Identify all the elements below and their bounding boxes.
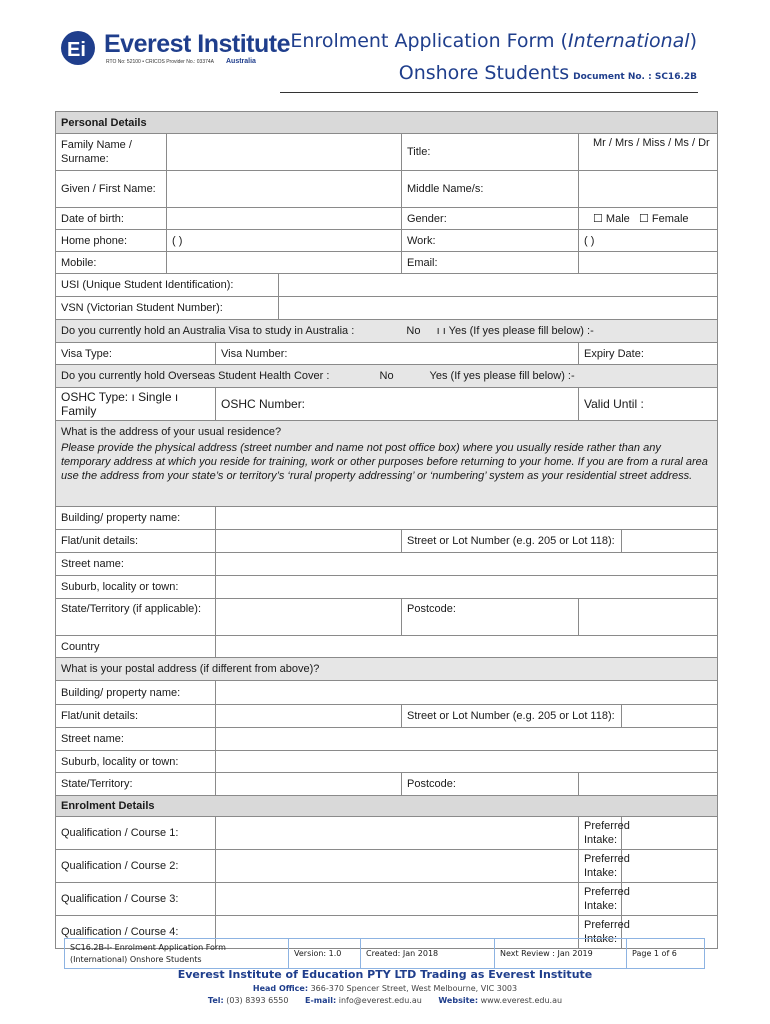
postal-street-lot-input[interactable] — [622, 705, 718, 728]
vsn-input[interactable] — [279, 297, 718, 320]
visa-number-field[interactable]: Visa Number: — [216, 343, 579, 365]
footer-tel: (03) 8393 6550 — [226, 996, 289, 1005]
postal-building-label: Building/ property name: — [56, 681, 216, 705]
address-instructions-block — [56, 421, 718, 507]
svg-text:Ei: Ei — [67, 39, 86, 61]
gender-male-checkbox[interactable]: ☐ Male — [593, 212, 630, 225]
vsn-label: VSN (Victorian Student Number): — [56, 297, 279, 320]
intake-2-label: Preferred Intake: — [579, 850, 622, 883]
everest-logo-icon — [60, 28, 100, 68]
course-1-input[interactable] — [216, 817, 579, 850]
address-instructions: Please provide the physical address (street number and name not post office box) where you usually reside rather than any temporary address at which you reside for training, work or other purposes before returning to your home. If you are from a rural area use the address from your state’s or territory’s ‘rural property addressing’ or ‘numbering’ system as your residential street address. — [61, 442, 708, 482]
res-street-input[interactable] — [216, 553, 718, 576]
logo-country: Australia — [226, 58, 256, 65]
oshc-number-field[interactable]: OSHC Number: — [216, 388, 579, 421]
oshc-question: Do you currently hold Overseas Student Health Cover : — [61, 370, 330, 382]
visa-expiry-field[interactable]: Expiry Date: — [579, 343, 718, 365]
postal-street-input[interactable] — [216, 728, 718, 751]
visa-type-field[interactable]: Visa Type: — [56, 343, 216, 365]
footer-page-number: Page 1 of 6 — [627, 939, 705, 969]
res-postcode-label: Postcode: — [402, 599, 579, 636]
intake-3-input[interactable] — [622, 883, 718, 916]
intake-1-label: Preferred Intake: — [579, 817, 622, 850]
res-flat-input[interactable] — [216, 530, 402, 553]
oshc-no-option[interactable]: No — [379, 370, 394, 382]
intake-1-input[interactable] — [622, 817, 718, 850]
res-building-label: Building/ property name: — [56, 507, 216, 530]
work-phone-input[interactable]: ( ) — [579, 230, 718, 252]
form-title: Enrolment Application Form (International) — [290, 30, 697, 52]
postal-address-header: What is your postal address (if different from above)? — [56, 658, 718, 681]
given-name-input[interactable] — [167, 171, 402, 208]
postal-flat-label: Flat/unit details: — [56, 705, 216, 728]
footer-contact: Tel: (03) 8393 6550 E-mail: info@everest.edu.au Website: www.everest.edu.au — [207, 996, 563, 1005]
everest-logo — [60, 28, 291, 72]
mobile-label: Mobile: — [56, 252, 167, 274]
postal-suburb-label: Suburb, locality or town: — [56, 751, 216, 773]
usi-label: USI (Unique Student Identification): — [56, 274, 279, 297]
postal-state-label: State/Territory: — [56, 773, 216, 796]
oshc-yes-option[interactable]: Yes (If yes please fill below) :- — [429, 370, 575, 382]
res-country-label: Country — [56, 636, 216, 658]
home-phone-label: Home phone: — [56, 230, 167, 252]
oshc-valid-until-field[interactable]: Valid Until : — [579, 388, 718, 421]
document-number: Document No. : SC16.2B — [573, 72, 697, 82]
intake-3-label: Preferred Intake: — [579, 883, 622, 916]
course-1-label: Qualification / Course 1: — [56, 817, 216, 850]
postal-building-input[interactable] — [216, 681, 718, 705]
footer-email[interactable]: info@everest.edu.au — [338, 996, 422, 1005]
course-2-input[interactable] — [216, 850, 579, 883]
address-question: What is the address of your usual residence? — [61, 426, 282, 438]
usi-input[interactable] — [279, 274, 718, 297]
work-label: Work: — [402, 230, 579, 252]
footer-company-name: Everest Institute of Education PTY LTD Trading as Everest Institute — [177, 968, 593, 981]
visa-yes-option[interactable]: ı ı Yes (If yes please fill below) :- — [436, 325, 594, 337]
gender-female-checkbox[interactable]: ☐ Female — [638, 212, 689, 225]
postal-state-input[interactable] — [216, 773, 402, 796]
visa-question: Do you currently hold an Australia Visa to study in Australia : — [61, 325, 355, 337]
postal-street-label: Street name: — [56, 728, 216, 751]
course-3-input[interactable] — [216, 883, 579, 916]
mobile-input[interactable] — [167, 252, 402, 274]
family-name-input[interactable] — [167, 134, 402, 171]
oshc-type-field[interactable]: OSHC Type: ı Single ı Family — [56, 388, 216, 421]
dob-label: Date of birth: — [56, 208, 167, 230]
course-4-label: Qualification / Course 4: — [56, 916, 216, 949]
footer-version: Version: 1.0 — [289, 939, 361, 969]
middle-names-label: Middle Name/s: — [402, 171, 579, 208]
given-name-label: Given / First Name: — [56, 171, 167, 208]
res-state-label: State/Territory (if applicable): — [56, 599, 216, 636]
footer-website[interactable]: www.everest.edu.au — [480, 996, 563, 1005]
postal-postcode-label: Postcode: — [402, 773, 579, 796]
header-divider — [280, 92, 698, 93]
postal-postcode-input[interactable] — [579, 773, 718, 796]
enrolment-form — [55, 111, 718, 949]
email-input[interactable] — [579, 252, 718, 274]
res-building-input[interactable] — [216, 507, 718, 530]
gender-label: Gender: — [402, 208, 579, 230]
postal-street-lot-label: Street or Lot Number (e.g. 205 or Lot 118): — [402, 705, 622, 728]
postal-suburb-input[interactable] — [216, 751, 718, 773]
footer-document-name: SC16.2B-I- Enrolment Application Form (International) Onshore Students — [65, 939, 289, 969]
intake-4-label: Preferred Intake: — [579, 916, 622, 949]
email-label: Email: — [402, 252, 579, 274]
footer-document-info — [64, 938, 705, 969]
res-postcode-input[interactable] — [579, 599, 718, 636]
res-flat-label: Flat/unit details: — [56, 530, 216, 553]
footer-next-review: Next Review : Jan 2019 — [495, 939, 627, 969]
footer-created: Created: Jan 2018 — [361, 939, 495, 969]
res-street-lot-input[interactable] — [622, 530, 718, 553]
title-options[interactable]: Mr / Mrs / Miss / Ms / Dr — [579, 134, 718, 171]
footer-head-office: Head Office: 366-370 Spencer Street, West Melbourne, VIC 3003 — [252, 984, 518, 993]
visa-question-row — [56, 320, 718, 343]
postal-flat-input[interactable] — [216, 705, 402, 728]
family-name-label: Family Name / Surname: — [56, 134, 167, 171]
res-country-input[interactable] — [216, 636, 718, 658]
intake-2-input[interactable] — [622, 850, 718, 883]
title-label: Title: — [402, 134, 579, 171]
res-suburb-input[interactable] — [216, 576, 718, 599]
res-state-input[interactable] — [216, 599, 402, 636]
res-suburb-label: Suburb, locality or town: — [56, 576, 216, 599]
enrolment-details-header: Enrolment Details — [56, 796, 718, 817]
dob-input[interactable] — [167, 208, 402, 230]
logo-text: Everest Institute — [104, 30, 291, 58]
gender-options — [579, 208, 718, 230]
oshc-question-row — [56, 365, 718, 388]
form-subtitle: Onshore Students Document No. : SC16.2B — [398, 62, 697, 84]
home-phone-input[interactable]: ( ) — [167, 230, 402, 252]
visa-no-option[interactable]: No — [406, 325, 421, 337]
document-header — [0, 0, 770, 100]
course-2-label: Qualification / Course 2: — [56, 850, 216, 883]
res-street-label: Street name: — [56, 553, 216, 576]
res-street-lot-label: Street or Lot Number (e.g. 205 or Lot 118): — [402, 530, 622, 553]
middle-names-input[interactable] — [579, 171, 718, 208]
course-3-label: Qualification / Course 3: — [56, 883, 216, 916]
personal-details-header: Personal Details — [56, 112, 718, 134]
logo-registration: RTO No: 52100 • CRICOS Provider No.: 03374A — [106, 59, 215, 65]
